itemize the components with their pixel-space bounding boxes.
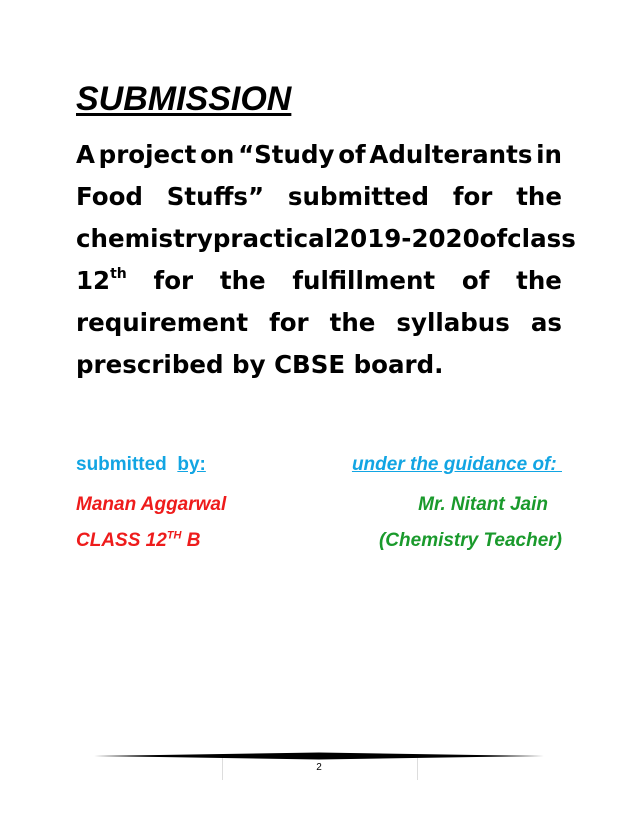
word: requirement: [76, 308, 249, 337]
word: project: [98, 140, 197, 169]
word: fulfillment: [292, 266, 436, 295]
class-number-value: 12: [76, 266, 111, 295]
word: syllabus: [396, 308, 510, 337]
paragraph-line-6: [76, 344, 562, 386]
student-name: Manan Aggarwal: [76, 494, 227, 515]
teacher-name: Mr. Nitant Jain: [418, 494, 548, 515]
class-number: [76, 260, 127, 302]
word: of: [479, 224, 508, 253]
word: Stuffs”: [166, 182, 265, 211]
teacher-role: (Chemistry Teacher): [378, 530, 562, 551]
word: the: [516, 266, 562, 295]
paragraph-line-1: [76, 134, 562, 176]
paragraph-line-3: [76, 218, 576, 260]
word: Food: [76, 182, 143, 211]
word: “Study: [238, 140, 335, 169]
project-description: [76, 134, 576, 386]
word: Adulterants: [369, 140, 533, 169]
word: in: [536, 140, 562, 169]
word: the: [516, 182, 562, 211]
word: for: [153, 266, 194, 295]
word: of: [461, 266, 490, 295]
word: 2019-2020: [333, 224, 480, 253]
word: A: [76, 140, 95, 169]
student-class: [76, 530, 200, 552]
word: chemistry: [76, 224, 213, 253]
word: of: [338, 140, 366, 169]
names-row: [76, 494, 562, 516]
labels-row: [76, 454, 562, 476]
word: the: [219, 266, 266, 295]
word: submitted: [287, 182, 429, 211]
by-label: by:: [177, 454, 206, 475]
word: for: [269, 308, 309, 337]
word: on: [200, 140, 235, 169]
submitted-label: submitted: [76, 454, 167, 475]
class-sup: TH: [166, 529, 182, 542]
class-number-suffix: th: [110, 265, 127, 282]
word: as: [530, 308, 562, 337]
paragraph-line-5: [76, 302, 562, 344]
word: for: [452, 182, 493, 211]
word: prescribed by CBSE board.: [76, 350, 444, 379]
submitted-by-label: [76, 454, 206, 476]
page-title: SUBMISSION: [76, 80, 292, 118]
paragraph-line-4: [76, 260, 562, 302]
guidance-label: under the guidance of:: [351, 454, 562, 475]
paragraph-line-2: [76, 176, 562, 218]
details-row: [76, 530, 562, 552]
page-number: 2: [316, 762, 322, 773]
word: the: [329, 308, 376, 337]
class-prefix: CLASS 12: [76, 530, 167, 551]
class-suffix: B: [181, 530, 201, 551]
word: class: [507, 224, 576, 253]
word: practical: [212, 224, 334, 253]
